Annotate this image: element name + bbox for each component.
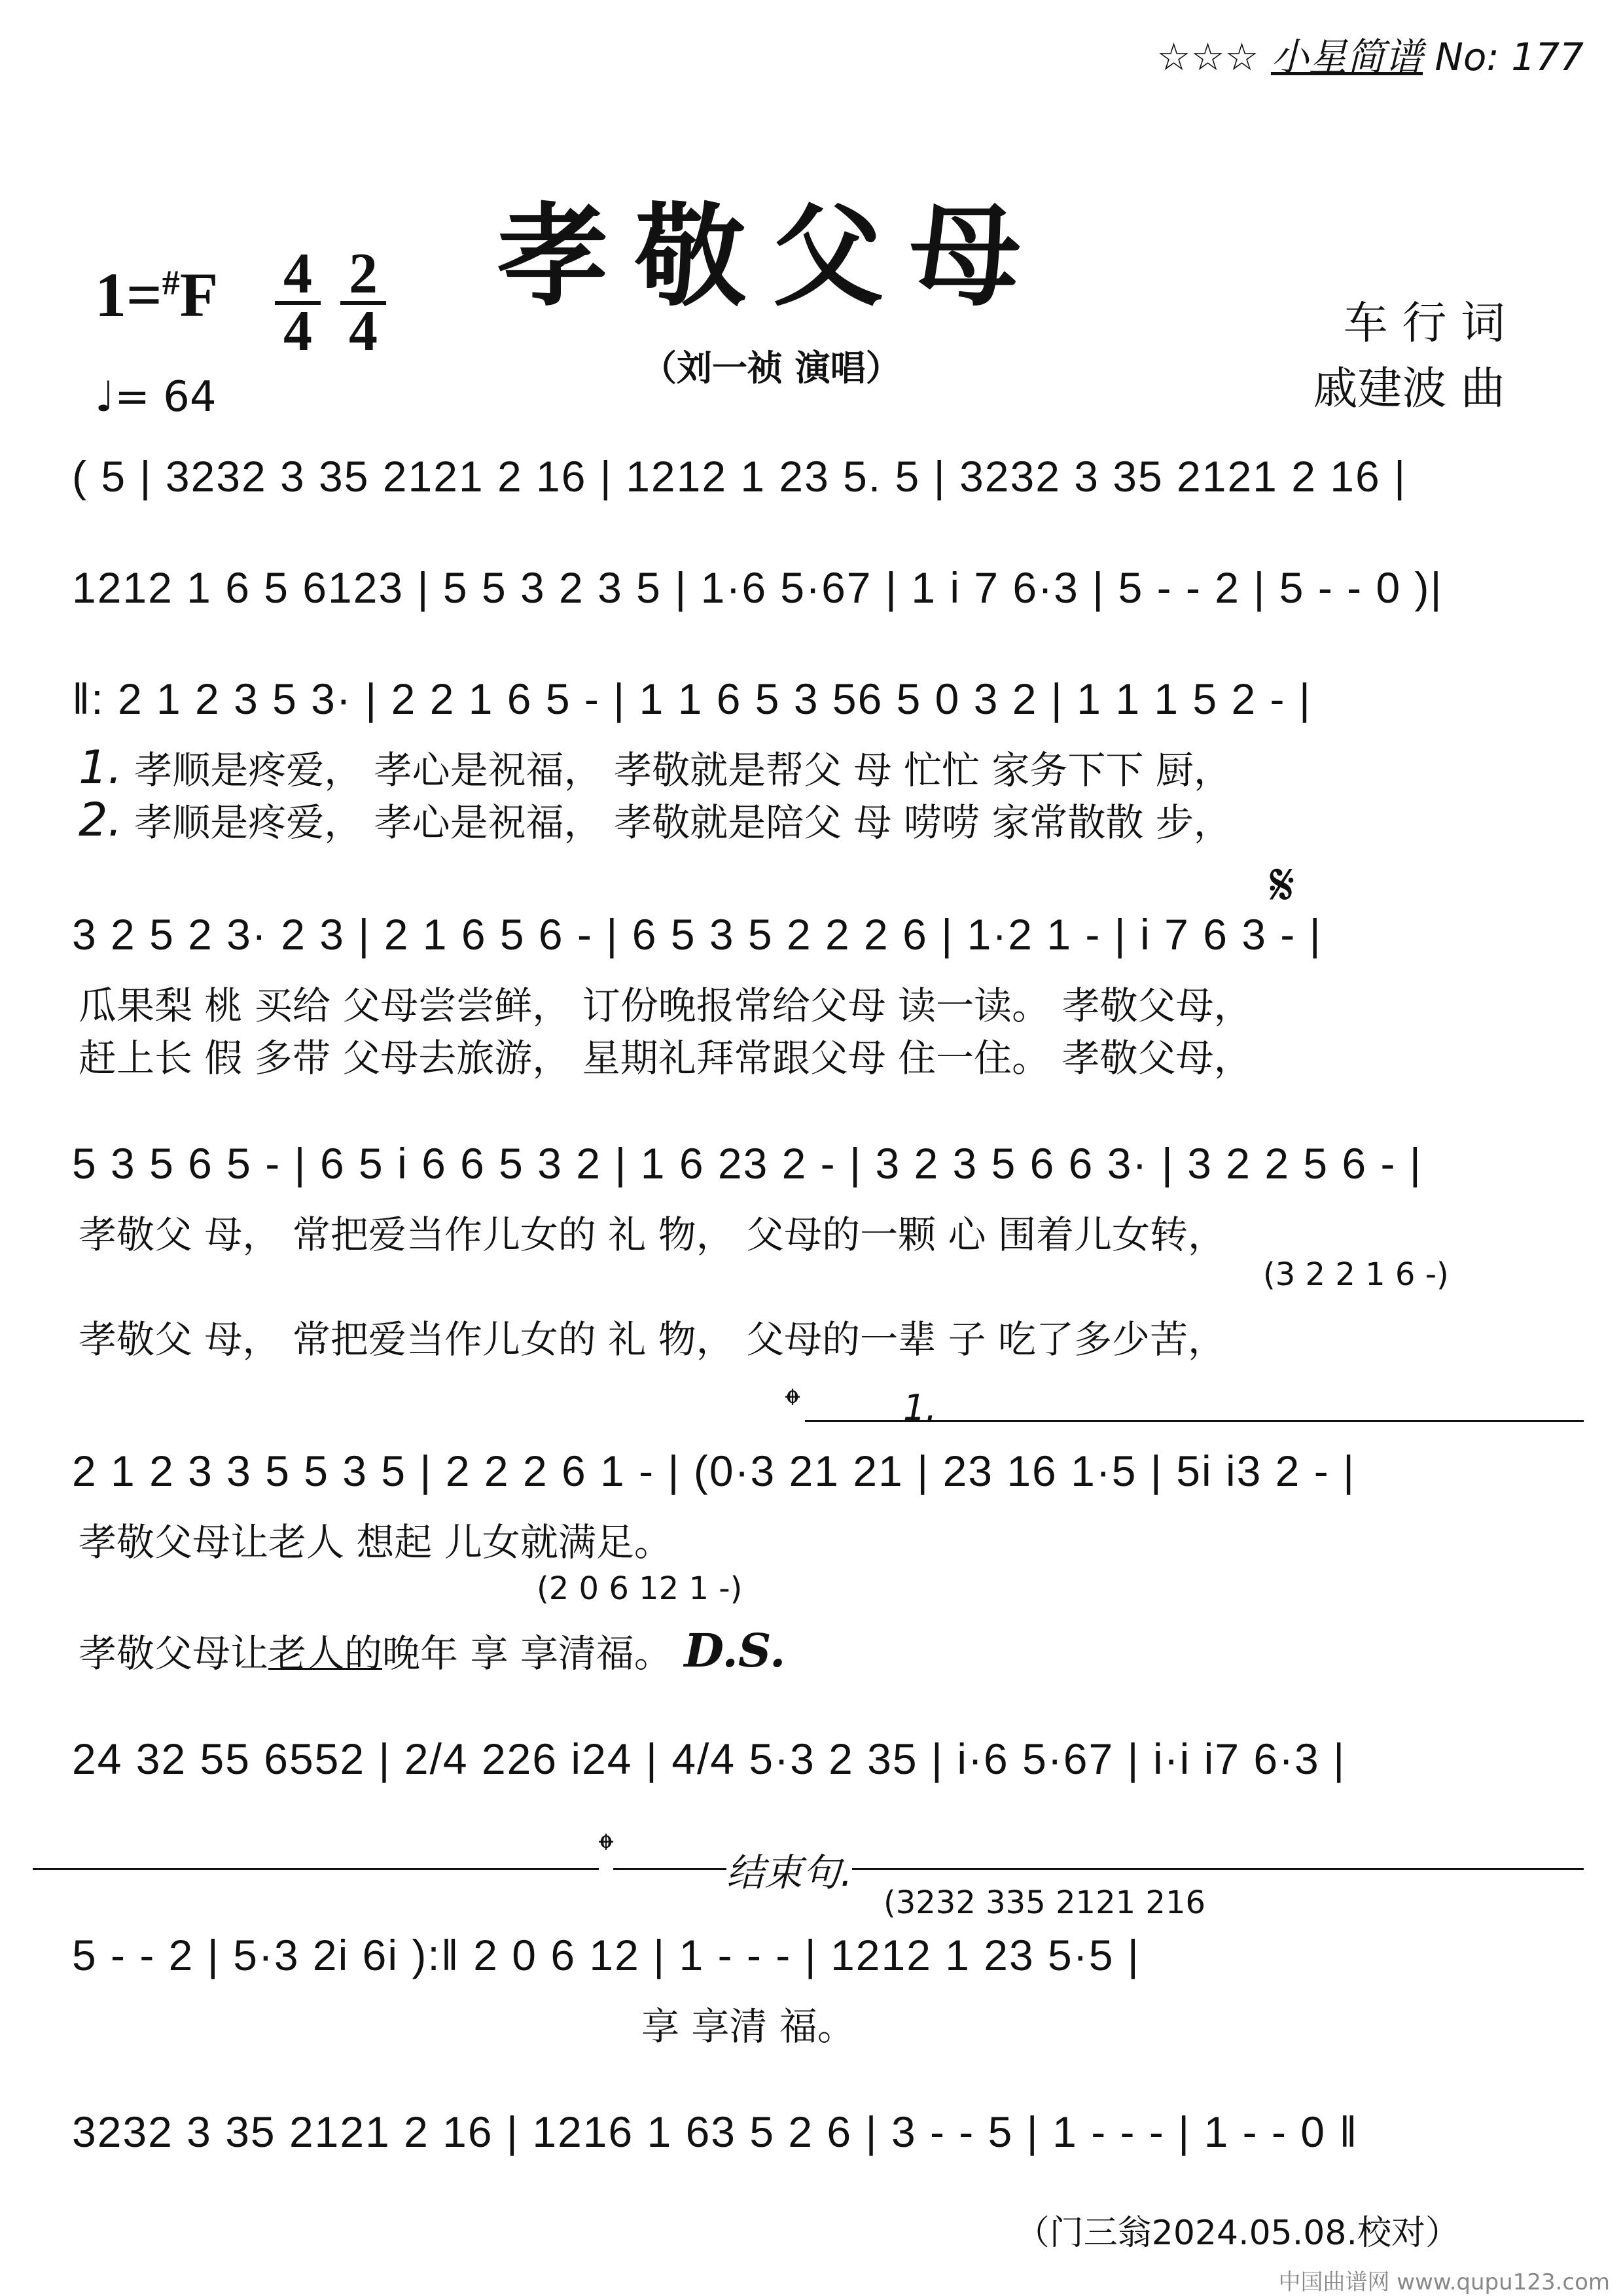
score-line-9: 3232 3 35 2121 2 16 | 1216 1 63 5 2 6 | 3 - - 5 | 1 - - - | 1 - - 0 ‖ bbox=[72, 2108, 1359, 2156]
score-line-2: 1212 1 6 5 6123 | 5 5 3 2 3 5 | 1·6 5·67 | 1 i 7 6·3 | 5 - - 2 | 5 - - 0 )| bbox=[72, 563, 1443, 612]
coda-icon-2: 𝄌 bbox=[599, 1826, 614, 1874]
song-title: 孝敬父母 bbox=[497, 191, 1048, 322]
verse1-line1 bbox=[79, 739, 1232, 794]
header bbox=[1157, 26, 1584, 81]
verse2-line4-a: 孝敬父母让 bbox=[79, 1631, 269, 1676]
watermark-logo: 中国曲谱网 www.qupu123.com bbox=[1278, 2269, 1610, 2295]
meter2-bottom: 4 bbox=[349, 300, 378, 363]
score-line-5: 5 3 5 6 5 - | 6 5 i 6 6 5 3 2 | 1 6 23 2 - | 3 2 3 5 6 6 3· | 3 2 2 5 6 - | bbox=[72, 1139, 1422, 1188]
time-signature-2-4 bbox=[340, 242, 386, 363]
sharp-sign: # bbox=[162, 263, 180, 302]
verse-number-2: 2. bbox=[79, 793, 122, 847]
verse1-line2: 瓜果梨 桃 买给 父母尝尝鲜， 订份晚报常给父母 读一读。 孝敬父母， bbox=[79, 983, 1252, 1028]
lyricist-credit: 车 行 词 bbox=[1343, 298, 1505, 349]
ending-alternate-notes: (3232 335 2121 216 bbox=[883, 1884, 1206, 1921]
tempo-marking: ♩= 64 bbox=[95, 373, 217, 421]
header-site-link[interactable]: 小星简谱 bbox=[1270, 35, 1423, 79]
verse2-line4-c: 晚年 享 享清福。 bbox=[382, 1631, 672, 1676]
first-ending-label: 1. bbox=[903, 1387, 937, 1428]
verse2-line4 bbox=[79, 1623, 785, 1678]
time-signature-4-4 bbox=[275, 242, 321, 363]
score-line-6: 2 1 2 3 3 5 5 3 5 | 2 2 2 6 1 - | (0·3 21 21 | 23 16 1·5 | 5i i3 2 - | bbox=[72, 1447, 1356, 1495]
verse2-line3: 孝敬父 母， 常把爱当作儿女的 礼 物， 父母的一辈 子 吃了多少苦， bbox=[79, 1317, 1226, 1362]
verse2-line2: 赶上长 假 多带 父母去旅游， 星期礼拜常跟父母 住一住。 孝敬父母， bbox=[79, 1036, 1252, 1080]
meter2-top: 2 bbox=[349, 242, 378, 306]
key-signature bbox=[95, 258, 218, 331]
alternate-notes-2: (2 0 6 12 1 -) bbox=[537, 1570, 743, 1607]
score-line-8: 5 - - 2 | 5·3 2i 6i ):‖ 2 0 6 12 | 1 - - - | 1212 1 23 5·5 | bbox=[72, 1931, 1140, 1979]
proofreader-note: （门三翁2024.05.08.校对） bbox=[1015, 2214, 1459, 2253]
meter1-top: 4 bbox=[283, 242, 312, 306]
coda-icon: 𝄌 bbox=[785, 1381, 800, 1429]
meter1-bottom: 4 bbox=[283, 300, 312, 363]
dal-segno-mark: D.S. bbox=[684, 1623, 786, 1678]
header-stars: ☆☆☆ bbox=[1156, 35, 1259, 79]
ending-phrase-label: 结束句. bbox=[726, 1842, 852, 1897]
score-line-7: 24 32 55 6552 | 2/4 226 i24 | 4/4 5·3 2 35 | i·6 5·67 | i·i i7 6·3 | bbox=[72, 1735, 1346, 1783]
verse1-line4: 孝敬父母让老人 想起 儿女就满足。 bbox=[79, 1520, 672, 1564]
verse1-line1-text: 孝顺是疼爱， 孝心是祝福， 孝敬就是帮父 母 忙忙 家务下下 厨， bbox=[134, 748, 1232, 792]
key-note: F bbox=[179, 260, 219, 330]
verse2-line1-text: 孝顺是疼爱， 孝心是祝福， 孝敬就是陪父 母 唠唠 家常散散 步， bbox=[134, 800, 1232, 845]
singer-credit: （刘一祯 演唱） bbox=[641, 347, 901, 389]
key-prefix: 1= bbox=[95, 260, 162, 330]
alternate-notes: (3 2 2 1 6 -) bbox=[1263, 1256, 1449, 1293]
header-number: No: 177 bbox=[1435, 35, 1584, 79]
score-line-1: ( 5 | 3232 3 35 2121 2 16 | 1212 1 23 5. 5 | 3232 3 35 2121 2 16 | bbox=[72, 452, 1407, 501]
verse2-line4-underlined: 老人的 bbox=[268, 1631, 383, 1676]
verse2-line1 bbox=[79, 792, 1232, 847]
score-line-3: ‖: 2 1 2 3 5 3· | 2 2 1 6 5 - | 1 1 6 5 3 56 5 0 3 2 | 1 1 1 5 2 - | bbox=[72, 675, 1311, 723]
composer-credit: 戚建波 曲 bbox=[1313, 363, 1505, 415]
verse-number-1: 1. bbox=[79, 741, 122, 794]
score-line-4: 3 2 5 2 3· 2 3 | 2 1 6 5 6 - | 6 5 3 5 2 2 2 6 | 1·2 1 - | i 7 6 3 - | bbox=[72, 910, 1322, 959]
verse1-line3: 孝敬父 母， 常把爱当作儿女的 礼 物， 父母的一颗 心 围着儿女转， bbox=[79, 1212, 1226, 1257]
segno-icon: 𝄋 bbox=[1270, 851, 1295, 919]
ending-lyric: 享 享清 福。 bbox=[641, 2004, 855, 2049]
